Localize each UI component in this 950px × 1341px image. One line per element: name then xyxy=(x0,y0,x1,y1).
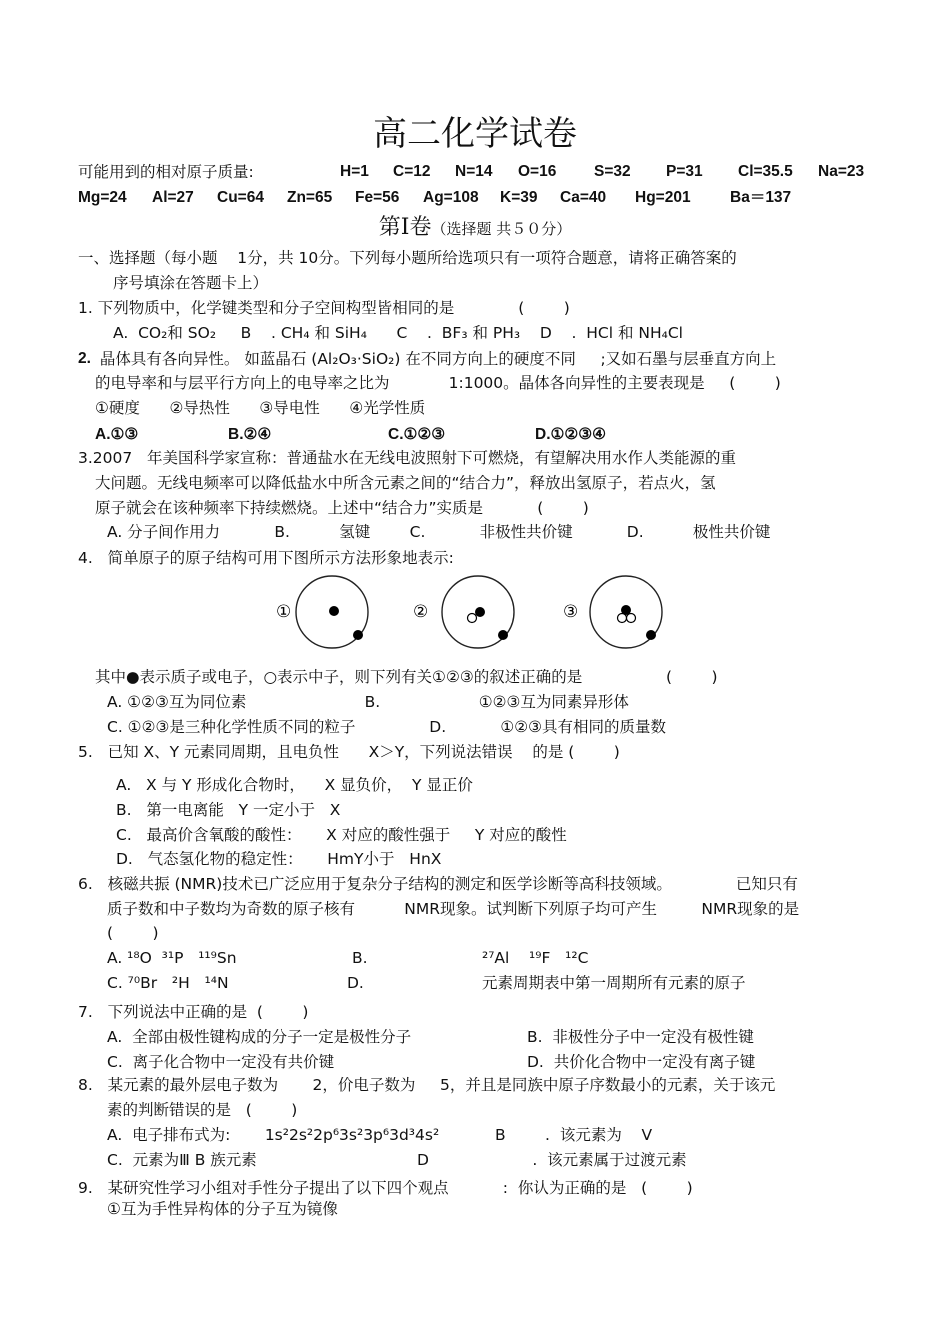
mass-al: Al=27 xyxy=(152,189,194,206)
instructions-line1: 一、选择题（每小题 1分，共 10分。下列每小题所给选项只有一项符合题意，请将正确答案的 xyxy=(78,249,737,267)
q5-option-a: A. X 与 Y 形成化合物时， X 显负价， Y 显正价 xyxy=(116,776,473,794)
q8-option-c: C. 元素为Ⅲ B 族元素 xyxy=(107,1151,257,1169)
q4-options-ab: A. ①②③互为同位素 B. ①②③互为同素异形体 xyxy=(107,693,629,711)
atom-1-label: ① xyxy=(276,602,292,622)
q3-options: A. 分子间作用力 B. 氢键 C. 非极性共价键 D. 极性共价键 xyxy=(107,523,771,541)
atom-2-proton xyxy=(475,607,485,617)
section-note: （选择题 共５０分） xyxy=(431,220,572,238)
mass-cl: Cl=35.5 xyxy=(738,163,793,180)
q7-option-d: D. 共价化合物中一定没有离子键 xyxy=(527,1053,756,1071)
q8-option-b: B . 该元素为 V xyxy=(495,1126,653,1144)
instructions-line2: 序号填涂在答题卡上） xyxy=(113,274,269,292)
q5-stem: 5. 已知 X、Y 元素同周期，且电负性 X＞Y，下列说法错误 的是 ( ) xyxy=(78,743,620,761)
q2-line1: 晶体具有各向异性。 如蓝晶石 (Al₂O₃·SiO₂) 在不同方向上的硬度不同 ;又如石墨与层垂直方向上 xyxy=(95,350,777,368)
q1-options: A. CO₂和 SO₂ B . CH₄ 和 SiH₄ C . BF₃ 和 PH₃ D . HCl 和 NH₄Cl xyxy=(113,324,683,342)
mass-n: N=14 xyxy=(455,163,493,180)
atom-structure-figure xyxy=(270,570,670,658)
q6-line2: 质子数和中子数均为奇数的原子核有 NMR现象。试判断下列原子均可产生 NMR现象的是 xyxy=(107,900,800,918)
q8-option-a: A. 电子排布式为: 1s²2s²2p⁶3s²3p⁶3d³4s² xyxy=(107,1126,440,1144)
atom-1-proton xyxy=(329,606,339,616)
atomic-mass-label: 可能用到的相对原子质量: xyxy=(78,163,254,181)
q2-option-b: B.②④ xyxy=(228,426,272,443)
q5-option-c: C. 最高价含氧酸的酸性： X 对应的酸性强于 Y 对应的酸性 xyxy=(116,826,567,844)
q6-option-d: 元素周期表中第一周期所有元素的原子 xyxy=(482,974,746,992)
q6-option-b: ²⁷Al ¹⁹F ¹²C xyxy=(482,949,589,967)
q6-line1: 6. 核磁共振 (NMR)技术已广泛应用于复杂分子结构的测定和医学诊断等高科技领域。 已知只有 xyxy=(78,875,798,893)
atom-2-electron xyxy=(498,630,508,640)
q9-stem: 9. 某研究性学习小组对手性分子提出了以下四个观点 : 你认为正确的是 ( ) xyxy=(78,1179,693,1197)
mass-p: P=31 xyxy=(666,163,703,180)
q4-options-cd: C. ①②③是三种化学性质不同的粒子 D. ①②③具有相同的质量数 xyxy=(107,718,667,736)
q2-option-c: C.①②③ xyxy=(388,426,446,443)
mass-zn: Zn=65 xyxy=(287,189,333,206)
atom-3-label: ③ xyxy=(563,602,579,622)
exam-title: 高二化学试卷 xyxy=(373,114,577,154)
q5-option-b: B. 第一电离能 Y 一定小于 X xyxy=(116,801,341,819)
q7-option-c: C. 离子化合物中一定没有共价键 xyxy=(107,1053,335,1071)
mass-ca: Ca=40 xyxy=(560,189,607,206)
section-heading xyxy=(0,214,950,243)
q4-stem: 4. 简单原子的原子结构可用下图所示方法形象地表示: xyxy=(78,549,454,567)
mass-ba: Ba＝137 xyxy=(730,189,792,206)
q7-option-a: A. 全部由极性键构成的分子一定是极性分子 xyxy=(107,1028,412,1046)
atom-3-proton xyxy=(621,605,631,615)
atom-2-neutron xyxy=(468,614,477,623)
q9-statement-1: ①互为手性异构体的分子互为镜像 xyxy=(107,1200,338,1218)
mass-h: H=1 xyxy=(340,163,369,180)
mass-fe: Fe=56 xyxy=(355,189,400,206)
q2-properties: ①硬度 ②导热性 ③导电性 ④光学性质 xyxy=(95,399,426,417)
atom-3-electron xyxy=(646,630,656,640)
q8-line2: 素的判断错误的是 ( ) xyxy=(107,1101,298,1119)
q6-option-a: A. ¹⁸O ³¹P ¹¹⁹Sn xyxy=(107,949,237,967)
q6-option-c: C. ⁷⁰Br ²H ¹⁴N xyxy=(107,974,229,992)
section-main: 第Ⅰ卷 xyxy=(378,215,432,240)
mass-cu: Cu=64 xyxy=(217,189,264,206)
atom-2 xyxy=(413,576,514,648)
mass-k: K=39 xyxy=(500,189,538,206)
mass-s: S=32 xyxy=(594,163,631,180)
q3-line3: 原子就会在该种频率下持续燃烧。上述中“结合力”实质是 ( ) xyxy=(95,499,589,517)
mass-mg: Mg=24 xyxy=(78,189,127,206)
q5-option-d: D. 气态氢化物的稳定性： HmY小于 HnX xyxy=(116,850,442,868)
q3-line2: 大问题。无线电频率可以降低盐水中所含元素之间的“结合力”，释放出氢原子，若点火，氢 xyxy=(95,474,716,492)
q1-stem: 1. 下列物质中，化学键类型和分子空间构型皆相同的是 ( ) xyxy=(78,299,570,317)
q2-option-d: D.①②③④ xyxy=(535,426,607,443)
q8-option-d: D . 该元素属于过渡元素 xyxy=(417,1151,687,1169)
atom-3 xyxy=(563,576,662,648)
mass-c: C=12 xyxy=(393,163,431,180)
q2-line2: 的电导率和与层平行方向上的电导率之比为 1:1000。晶体各向异性的主要表现是 ( ) xyxy=(95,374,781,392)
mass-o: O=16 xyxy=(518,163,557,180)
atom-3-neutron-b xyxy=(627,614,636,623)
q6-option-b-label: B. xyxy=(352,949,368,967)
mass-na: Na=23 xyxy=(818,163,865,180)
mass-ag: Ag=108 xyxy=(423,189,479,206)
q6-option-d-label: D. xyxy=(347,974,364,992)
q2-number: 2. xyxy=(78,350,91,367)
q6-line3: ( ) xyxy=(107,924,159,942)
q8-line1: 8. 某元素的最外层电子数为 2，价电子数为 5，并且是同族中原子序数最小的元素，关于该元 xyxy=(78,1076,776,1094)
q4-description: 其中●表示质子或电子，○表示中子，则下列有关①②③的叙述正确的是 ( ) xyxy=(95,668,718,686)
atom-1-electron xyxy=(353,630,363,640)
q7-stem: 7. 下列说法中正确的是 ( ) xyxy=(78,1003,309,1021)
atom-1 xyxy=(276,576,368,648)
mass-hg: Hg=201 xyxy=(635,189,691,206)
q3-line1: 3.2007 年美国科学家宣称：普通盐水在无线电波照射下可燃烧，有望解决用水作人类能源的重 xyxy=(78,449,737,467)
atom-2-label: ② xyxy=(413,602,429,622)
q2-option-a: A.①③ xyxy=(95,426,139,443)
q7-option-b: B. 非极性分子中一定没有极性键 xyxy=(527,1028,754,1046)
